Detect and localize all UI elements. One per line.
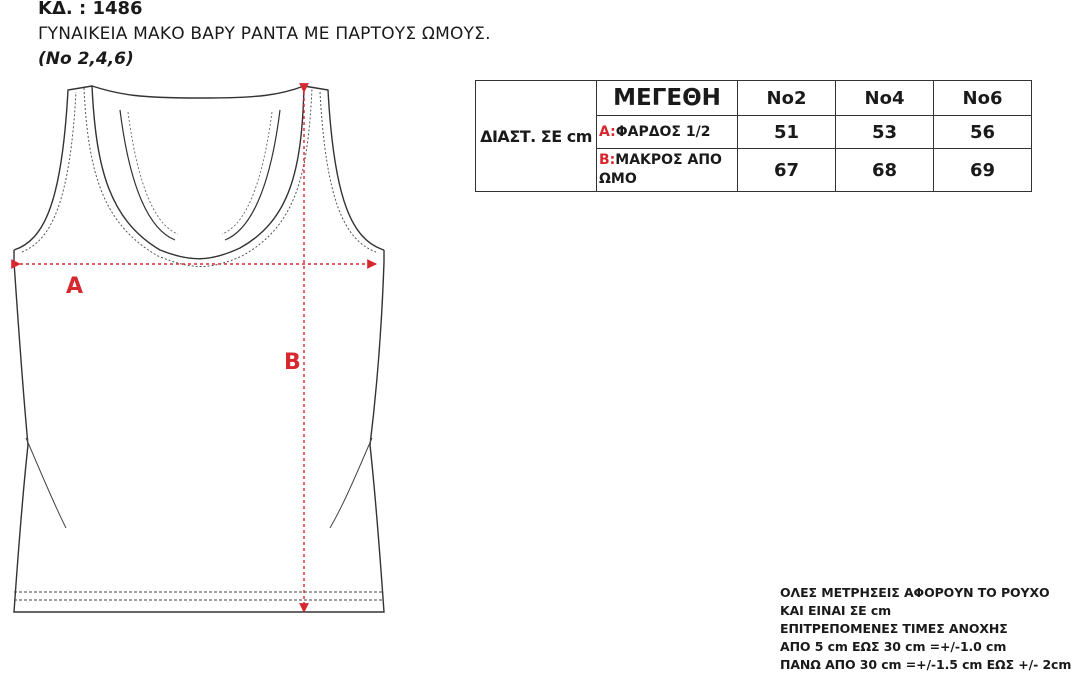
value-width-4: 53 [836,116,934,149]
sizes-header: ΜΕΓΕΘΗ [597,81,738,116]
value-length-6: 69 [934,149,1032,192]
back-neckline [92,86,304,98]
tank-top-sketch [0,70,400,630]
dimensions-label: ΔΙΑΣΤ. ΣΕ cm [476,81,597,192]
product-description: ΓΥΝΑΙΚΕΙΑ ΜΑΚΟ ΒΑΡΥ ΡΑΝΤΑ ΜΕ ΠΑΡΤΟΥΣ ΩΜΟΥΣ. [38,24,491,44]
strap-binding [22,88,376,267]
note-line: ΑΠΟ 5 cm ΕΩΣ 30 cm =+/-1.0 cm [780,639,1007,654]
tolerance-notes [780,584,1071,674]
value-length-2: 67 [738,149,836,192]
note-line: ΕΠΙΤΡΕΠΟΜΕΝΕΣ ΤΙΜΕΣ ΑΝΟΧΗΣ [780,621,1008,636]
size-range: (Νο 2,4,6) [38,49,134,69]
size-col-6: Νο6 [934,81,1032,116]
hem-stitch [14,592,384,600]
left-fold [26,438,66,528]
value-length-4: 68 [836,149,934,192]
value-width-6: 56 [934,116,1032,149]
garment-outline [14,250,384,612]
row-label-length: B:ΜΑΚΡΟΣ ΑΠΟ ΩΜΟ [597,149,738,192]
measure-a-label: A [66,274,84,299]
measure-b-label: B [284,350,301,375]
size-col-4: Νο4 [836,81,934,116]
right-fold [330,438,372,528]
note-line: ΠΑΝΩ ΑΠΟ 30 cm =+/-1.5 cm ΕΩΣ +/- 2cm [780,657,1072,672]
racer-back [120,110,280,240]
size-col-2: Νο2 [738,81,836,116]
product-code: ΚΔ. : 1486 [38,0,143,19]
measurements-table [475,80,1032,192]
note-line: ΚΑΙ ΕΙΝΑΙ ΣΕ cm [780,603,892,618]
row-label-width: A:ΦΑΡΔΟΣ 1/2 [597,116,738,149]
value-width-2: 51 [738,116,836,149]
note-line: ΟΛΕΣ ΜΕΤΡΗΣΕΙΣ ΑΦΟΡΟΥΝ ΤΟ ΡΟΥΧΟ [780,585,1050,600]
